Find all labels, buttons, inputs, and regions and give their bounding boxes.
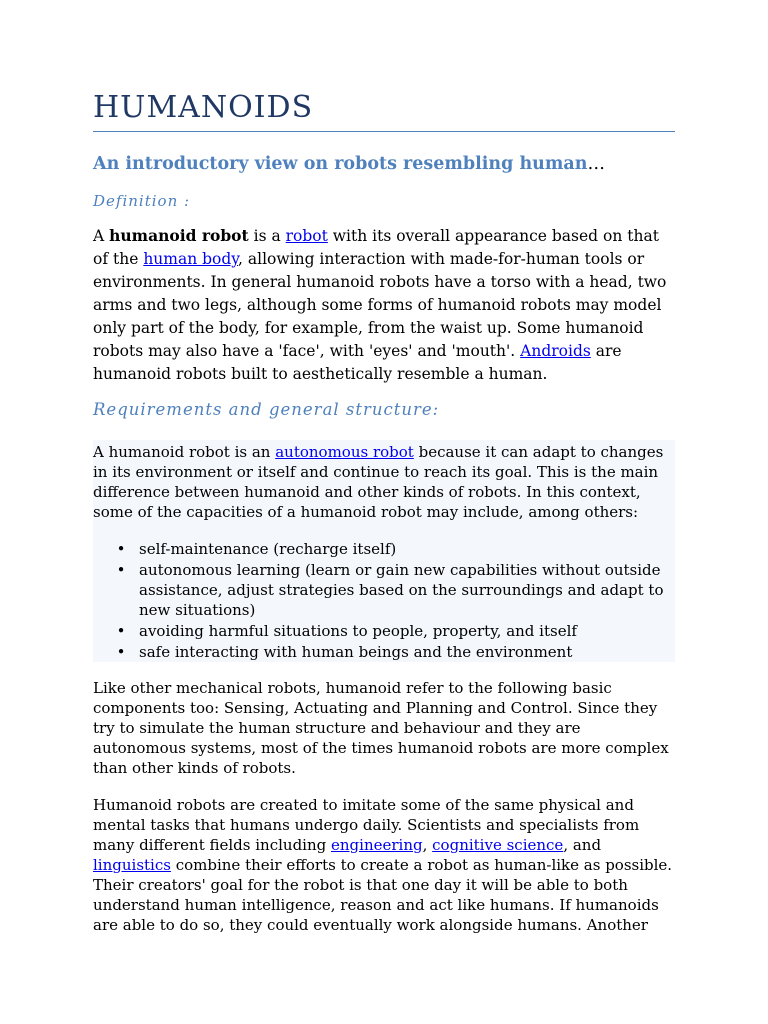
human-body-link[interactable]: human body: [143, 250, 239, 268]
requirements-heading: Requirements and general structure:: [93, 400, 440, 419]
page-title: HUMANOIDS: [93, 90, 314, 125]
list-item-text: autonomous learning (learn or gain new capabilities without outside assistance, adjust strategies based on the surroundings and adapt to new situations): [139, 561, 664, 619]
bullet-icon: •: [116, 561, 126, 579]
requirements-text-2: because it can adapt to changes in its environment or itself and continue to reach its goal. This is the main difference between humanoid and other kinds of robots. In this context, some of the capacities of a humanoid robot may include, among others:: [93, 443, 664, 521]
list-item-text: self-maintenance (recharge itself): [139, 540, 397, 558]
definition-text-5: are humanoid robots built to aesthetically resemble a human.: [93, 342, 622, 383]
humanoid-robot-term: humanoid robot: [109, 226, 249, 245]
definition-heading: Definition :: [93, 192, 191, 210]
definition-text-1: A: [93, 227, 110, 245]
list-item: [93, 560, 675, 620]
list-item-text: avoiding harmful situations to people, property, and itself: [139, 622, 577, 640]
creation-paragraph-clip: [93, 795, 683, 934]
subtitle-text: An introductory view on robots resembling human: [93, 154, 588, 174]
androids-link[interactable]: Androids: [520, 342, 591, 360]
definition-text-3: with its overall appearance based on that of the: [93, 227, 659, 268]
creation-text-3: , and: [563, 836, 602, 854]
requirements-paragraph: [93, 442, 675, 522]
creation-text-4: combine their efforts to create a robot as human-like as possible. Their creators' goal for the robot is that one day it will be able to both understand human intelligence, reason and act like humans. If humanoids are able to do so, they could eventually work alongside humans. Another: [93, 856, 673, 934]
list-item: [93, 621, 675, 641]
subtitle: [93, 152, 605, 176]
creation-paragraph: [93, 795, 675, 934]
bullet-icon: •: [116, 540, 126, 558]
requirements-text-1: A humanoid robot is an: [93, 443, 276, 461]
list-item-text: safe interacting with human beings and the environment: [139, 643, 573, 661]
cognitive-science-link[interactable]: cognitive science: [432, 836, 564, 854]
capabilities-list: [93, 539, 675, 663]
creation-text-2: ,: [422, 836, 433, 854]
bullet-icon: •: [116, 643, 126, 661]
bullet-icon: •: [116, 622, 126, 640]
linguistics-link[interactable]: linguistics: [93, 856, 171, 874]
subtitle-ellipsis: …: [587, 154, 605, 174]
title-divider: [93, 131, 675, 132]
definition-text-4: , allowing interaction with made-for-human tools or environments. In general humanoid robots have a torso with a head, two arms and two legs, although some forms of humanoid robots may model only part of the body, for example, from the waist up. Some humanoid robots may also have a 'face', with 'eyes' and 'mouth'.: [93, 250, 667, 360]
definition-paragraph: [93, 224, 675, 386]
creation-text-1: Humanoid robots are created to imitate some of the same physical and mental tasks that humans undergo daily. Scientists and specialists from many different fields including: [93, 796, 640, 854]
engineering-link[interactable]: engineering: [331, 836, 423, 854]
list-item: [93, 642, 675, 662]
list-item: [93, 539, 675, 559]
definition-text-2: is a: [248, 227, 286, 245]
robot-link[interactable]: robot: [285, 227, 328, 245]
components-paragraph: Like other mechanical robots, humanoid refer to the following basic components too: Sensing, Actuating and Planning and Control. Since they try to simulate the human structure and behaviour and they are autonomous systems, most of the times humanoid robots are more complex than other kinds of robots.: [93, 679, 669, 777]
autonomous-robot-link[interactable]: autonomous robot: [275, 443, 414, 461]
